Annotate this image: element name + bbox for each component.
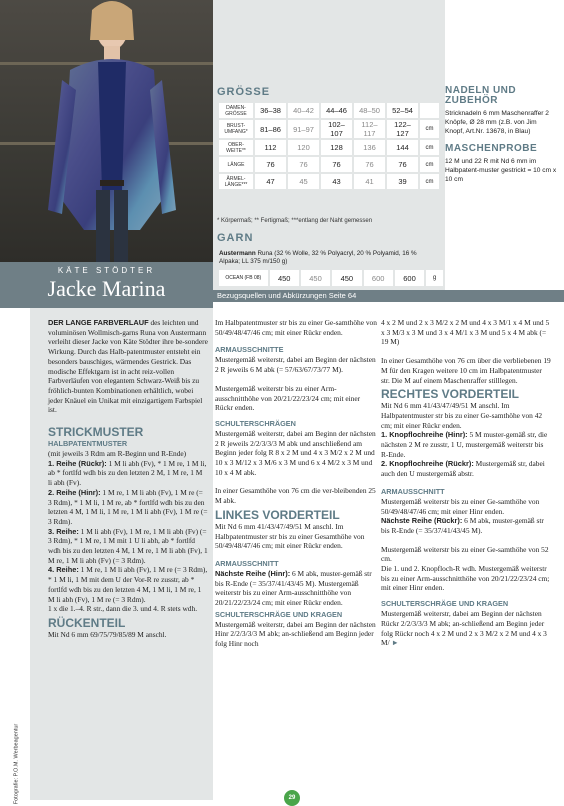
subsection-heading: SCHULTERSCHRÄGE UND KRAGEN [215,609,343,619]
paragraph: Mustergemäß weiterstr, dabei am Beginn der nächsten 2 R jeweils 2/2/3/3/3 M abk und anschließend am Beginn jeder folg R 8 x 2 M und 4 x 3 M/2 x 2 M und 10 x 3 M/12 x 3 M/6 x 3 M und 6 x 4 M/2 x 3 M und 10 x 4 M abk. [215,428,376,477]
spacer [381,536,551,545]
row-text: Mustergemäß weiterstr, dabei am Beginn der nächsten Rückr 2/2/3/3/3 M abk; an-schließend am Beginn jeder folg Rückr noch 4 x 2 M und 2 x 3 M/2 x 2 M und 4 x 3 M/ [381,609,547,648]
table-row [219,157,439,172]
table-row [219,270,443,286]
cell: 128 [321,140,352,155]
table-row [219,174,439,189]
spacer [381,347,551,356]
subsection-heading: ARMAUSSCHNITT [215,558,279,568]
cell: 136 [354,140,385,155]
cell: 112 [255,140,286,155]
unit-cell: cm [420,174,439,189]
row-text: 1 M li abh (Fv), 1 M re, 1 M li abh (Fv) (= 3 Rdm), * 1 M re, 1 M mit 1 U li abh, ab * fortlfd wdh bis zu den letzten 4 M, 1 M re, 1 M li abh (Fv), 1 M re, 1 M li abh (Fv) (= 3 Rdm). [48,526,208,565]
cell: 76 [288,157,319,172]
column-1 [48,318,208,640]
row-text: 1 M li abh (Fv), * 1 M re, 1 M li, ab * fortlfd wdh bis zu den letzten 2 M, 1 M re, 1 M li abh (Fv). [48,458,207,488]
needles-text: Stricknadeln 6 mm Maschenraffer 2 Knöpfe, Ø 28 mm (z.B. von Jim Knopf, Art.Nr. 13678, in Blau) [445,110,549,135]
gauge-heading: MASCHENPROBE [445,143,538,154]
cell: 450 [270,270,299,286]
paragraph: Mit Nd 6 mm 69/75/79/85/89 M anschl. [48,629,167,639]
cell: 120 [288,140,319,155]
reference-bar: Bezugsquellen und Abkürzungen Seite 64 [213,290,564,302]
row-text: 1 M re, 1 M li abh (Fv), 1 M re (= 3 Rdm), * 1 M li, 1 M mit dem U der Vor-R re zusstr, ab * fortlfd wdh bis zu den letzten 4 M, 1 M li, 1 M re, 1 M li abh (Fv), 1 M re (= 3 Rdm). [48,565,208,604]
paragraph [381,430,551,459]
cell: 40–42 [288,103,319,118]
paragraph: Mustergemäß weiterstr bis zu einer Ge-samthöhe von 50/49/48/47/46 cm; mit einer Hinr enden. [381,496,540,516]
row-label: DAMEN-GRÖSSE [219,103,253,118]
cell: 91–97 [288,120,319,138]
paragraph: In einer Gesamthöhe von 76 cm über die verbliebenen 19 M für den Kragen weitere 10 cm im Halbpatentmuster str. Die M auf einem Maschenraffer stilllegen. [381,356,551,385]
paragraph: 4 x 2 M und 2 x 3 M/2 x 2 M und 4 x 3 M/1 x 4 M und 5 x 3 M/3 x 3 M und 3 x 4 M/1 x 3 M und 5 x 4 M abk (= 19 M) [381,318,550,347]
cell: 450 [301,270,330,286]
section-heading: LINKES VORDERTEIL [215,507,340,522]
row-text: 5 M muster-gemäß str, die nächsten 2 M re zusstr, 1 U, mustergemäß weiterstr bis R-Ende. [381,430,548,459]
paragraph: (mit jeweils 3 Rdm am R-Beginn und R-Ende) [48,449,187,459]
subsection-heading: HALBPATENTMUSTER [48,439,128,449]
designer-name: KÄTE STÖDTER [57,266,156,275]
sizes-heading: GRÖSSE [217,86,271,98]
intro-lead: DER LANGE FARBVERLAUF [48,318,149,327]
spacer [215,477,377,486]
cell: 39 [387,174,418,189]
needles-heading: NADELN UND ZUBEHÖR [445,85,517,106]
yarn-heading: GARN [217,232,254,244]
cell: 76 [354,157,385,172]
paragraph [48,488,208,527]
section-heading: RECHTES VORDERTEIL [381,387,520,402]
cell: 122–127 [387,120,418,138]
sizes-panel [213,0,445,290]
paragraph: 1 x die 1.–4. R str., dann die 3. und 4. R stets wdh. [48,604,198,614]
cell: 45 [288,174,319,189]
row-label: ÄRMEL-LÄNGE*** [219,174,253,189]
paragraph [381,516,551,535]
row-text: 6 M abk, muster-gemäß str bis R-Ende (= 35/37/41/43/45 M). Mustergemäß weiterstr bis zu einer Arm-ausschnitthöhe von 20/21/22/23/24 cm; mit einer Rückr enden. [215,568,372,608]
paragraph: Mit Nd 6 mm 41/43/47/49/51 M anschl. Im Halbpatentmuster str bis zu einer Gesamthöhe von 50/49/48/47/46 cm; mit einer Rückr enden. [215,521,365,551]
column-2 [215,318,377,649]
cell: 48–50 [354,103,385,118]
pattern-title: Jacke Marina [47,276,166,301]
cell: 112–117 [354,120,385,138]
paragraph: Mustergemäß weiterstr bis zu einer Arm-ausschnitthöhe von 20/21/22/23/24 cm; mit einer Rückr enden. [215,383,361,413]
sizes-footnote: * Körpermaß; ** Fertigmaß; ***entlang der Naht gemessen [217,218,373,224]
unit-cell [420,103,439,118]
yarn-table [217,268,445,288]
row-label: 2. Knopflochreihe (Rückr): [381,459,474,469]
row-label: LÄNGE [219,157,253,172]
row-text: Mustergemäß str, dabei auch den U mustergemäß abstr. [381,459,545,479]
cell: 76 [321,157,352,172]
cell: 43 [321,174,352,189]
paragraph [381,459,551,478]
spacer [215,375,377,384]
row-text: 1 M re, 1 M li abh (Fv), 1 M re (= 3 Rdm), * 1 M li, 1 M re, ab * fortlfd wdh bis zu den letzten 4 M, 1 M li, 1 M re, 1 M li abh (Fv), 1 M re (= 3 Rdm). [48,487,208,526]
paragraph [381,609,551,648]
cell: 76 [387,157,418,172]
yarn-description [219,250,439,266]
cardigan-figure [40,0,190,262]
continue-arrow-icon: ► [391,638,399,648]
unit-cell: cm [420,140,439,155]
paragraph: Mustergemäß weiterstr, dabei am Beginn der nächsten 2 R jeweils 6 M abk (= 57/63/67/73/77 M). [215,355,376,375]
paragraph: In einer Gesamthöhe von 76 cm die ver-bleibenden 25 M abk. [215,486,376,506]
row-text: 6 M abk, muster-gemäß str bis R-Ende (= 35/37/41/43/45 M). [381,516,544,535]
paragraph: Die 1. und 2. Knopfloch-R wdh. Mustergemäß weiterstr bis zu einer Arm-ausschnitthöhe von 20/21/22/23/24 cm; mit einer Hinr enden. [381,564,550,593]
model-photo [0,0,213,262]
row-label: 1. Reihe (Rückr): [48,458,107,468]
row-label: Nächste Reihe (Hinr): [215,568,291,578]
paragraph: Mustergemäß weiterstr, dabei am Beginn der nächsten Hinr 2/2/3/3/3 M abk; an-schließend am Beginn jeder folg Hinr noch [215,619,376,649]
photo-credit [0,723,20,805]
table-row [219,103,439,118]
table-row [219,140,439,155]
paragraph [215,569,377,608]
row-label: OBER-WEITE** [219,140,253,155]
title-box [0,262,213,308]
cell: 102–107 [321,120,352,138]
cell: 450 [332,270,361,286]
cell: 144 [387,140,418,155]
intro-paragraph [48,318,208,415]
cell: 600 [395,270,424,286]
section-heading: RÜCKENTEIL [48,615,126,630]
unit-cell: cm [420,120,439,138]
row-label: 3. Reihe: [48,526,79,536]
cell: 81–86 [255,120,286,138]
table-row [219,120,439,138]
column-3 [381,318,551,648]
page-number: 29 [284,790,300,806]
materials-panel [445,86,557,184]
section-heading: STRICKMUSTER [48,425,144,440]
photo-credit-text: Fotografie: P.O.M. Werbeagentur [13,723,20,805]
row-label: 2. Reihe (Hinr): [48,487,101,497]
cell: 44–46 [321,103,352,118]
subsection-heading: SCHULTERSCHRÄGEN [215,418,296,428]
row-label: OCEAN (FB 08) [219,270,268,286]
intro-text: des leichten und voluminösen Wollmisch-garns Runa von Austermann verleiht dieser Jacke von Käte Stödter ihre be-sondere Wirkung. Durch das Halb-patentmuster entsteht ein besonders bauschiges, wärmendes Gestrick. Das modische Effektgarn ist in acht reiz-vollen Farbverläufen von elegantem Schwarz-Weiß bis zu fröhlich-bunten Kombinationen erhältlich, wobei jeder Knäuel ein Unikat mit einzigartigem Farbspiel ist. [48,318,208,415]
cell: 76 [255,157,286,172]
cell: 41 [354,174,385,189]
unit-cell: g [426,270,443,286]
gauge-text: 12 M und 22 R mit Nd 6 mm im Halbpatent-muster gestrickt = 10 cm x 10 cm [445,158,557,183]
sizes-table [217,101,441,191]
row-label: Nächste Reihe (Rückr): [381,516,463,526]
row-label: 4. Reihe: [48,565,79,575]
paragraph: Im Halbpatentmuster str bis zu einer Ge-samthöhe von 50/49/48/47/46 cm; mit einer Rückr enden. [215,318,377,337]
cell: 47 [255,174,286,189]
yarn-details: Runa (32 % Wolle, 32 % Polyacryl, 20 % Polyamid, 16 % Alpaka; LL 375 m/150 g) [219,250,417,265]
unit-cell: cm [420,157,439,172]
paragraph: Mustergemäß weiterstr bis zu einer Ge-samthöhe von 52 cm. [381,544,549,564]
cell: 36–38 [255,103,286,118]
paragraph [48,459,208,488]
subsection-heading: ARMAUSSCHNITT [381,486,445,496]
row-label: BRUST-UMFANG* [219,120,253,138]
subsection-heading: ARMAUSSCHNITTE [215,345,284,355]
paragraph [48,565,208,604]
subsection-heading: SCHULTERSCHRÄGE UND KRAGEN [381,599,509,609]
cell: 52–54 [387,103,418,118]
row-label: 1. Knopflochreihe (Hinr): [381,430,468,440]
cell: 600 [364,270,393,286]
paragraph: Mit Nd 6 mm 41/43/47/49/51 M anschl. Im Halbpatentmuster str bis zu einer Ge-samthöhe von 42 cm; mit einer Rückr enden. [381,401,543,430]
yarn-brand: Austermann [219,250,256,257]
paragraph [48,527,208,566]
